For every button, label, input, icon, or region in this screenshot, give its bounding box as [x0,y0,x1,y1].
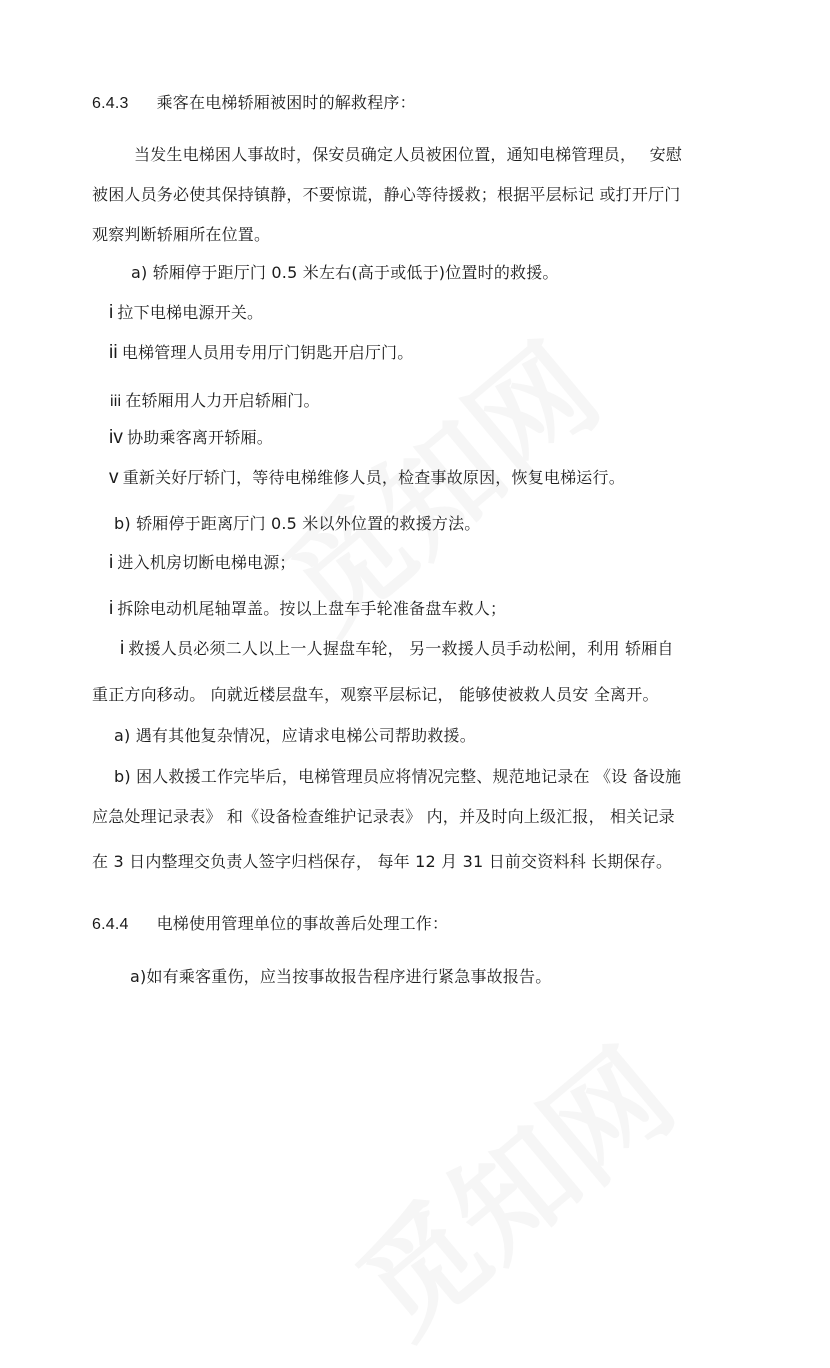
step-marker: i [109,598,114,619]
section-644-heading [92,913,448,936]
case-a-step-1 [109,302,263,324]
case-a-step-5 [109,467,625,489]
intro-line-2: 被困人员务必使其保持镇静，不要惊谎，静心等待援救；根据平层标记 或打开厅门 [92,185,681,204]
case-b-continuation: 重正方向移动。 向就近楼层盘车，观察平层标记， 能够使被救人员安 全离开。 [92,685,659,704]
case-b-step-2 [109,598,506,620]
case-a-title: a) 轿厢停于距厅门 0.5 米左右(高于或低于)位置时的救援。 [131,263,559,282]
case-a-step-4 [109,427,273,449]
step-marker: i [109,302,114,323]
closing-line: a)如有乘客重伤，应当按事故报告程序进行紧急事故报告。 [130,967,552,986]
step-marker: v [109,467,119,488]
section-643-title: 乘客在电梯轿厢被困时的解救程序： [156,93,416,112]
watermark-bottom [317,1004,703,1367]
step-text: 拆除电动机尾轴罩盖。按以上盘车手轮准备盘车救人； [117,599,507,618]
step-marker: iv [109,427,124,448]
step-marker: ii [109,342,118,363]
other-b-line-2: 应急处理记录表》 和《设备检查维护记录表》 内，并及时向上级汇报， 相关记录 [92,807,675,826]
section-644-title: 电梯使用管理单位的事故善后处理工作： [156,914,449,933]
step-marker: iii [110,393,122,410]
step-text: 电梯管理人员用专用厅门钥匙开启厅门。 [121,343,414,362]
step-marker: i [120,638,125,659]
case-b-title: b) 轿厢停于距离厅门 0.5 米以外位置的救援方法。 [114,514,481,533]
case-b-step-3 [120,638,674,660]
section-643-heading [92,92,416,115]
section-644-number: 6.4.4 [92,916,129,933]
section-643-number: 6.4.3 [92,95,129,112]
case-a-step-3 [110,390,320,413]
step-text: 重新关好厅轿门，等待电梯维修人员，检查事故原因，恢复电梯运行。 [122,468,625,487]
other-a: a) 遇有其他复杂情况，应请求电梯公司帮助救援。 [114,726,476,745]
other-b-line-3: 在 3 日内整理交负责人签字归档保存， 每年 12 月 31 日前交资料科 长期保存。 [92,852,673,871]
case-a-step-2 [109,342,413,364]
intro-line-1: 当发生电梯困人事故时，保安员确定人员被困位置，通知电梯管理员， 安慰 [134,145,683,164]
step-text: 救援人员必须二人以上一人握盘车轮， 另一救援人员手动松闸，利用 轿厢自 [128,639,674,658]
case-b-step-1 [109,552,296,574]
step-text: 拉下电梯电源开关。 [117,303,264,322]
step-text: 进入机房切断电梯电源； [117,553,296,572]
intro-line-3: 观察判断轿厢所在位置。 [92,225,271,244]
step-text: 在轿厢用人力开启轿厢门。 [125,391,320,410]
other-b-line-1: b) 困人救援工作完毕后，电梯管理员应将情况完整、规范地记录在 《设 备设施 [114,767,682,786]
step-text: 协助乘客离开轿厢。 [127,428,273,447]
step-marker: i [109,552,114,573]
